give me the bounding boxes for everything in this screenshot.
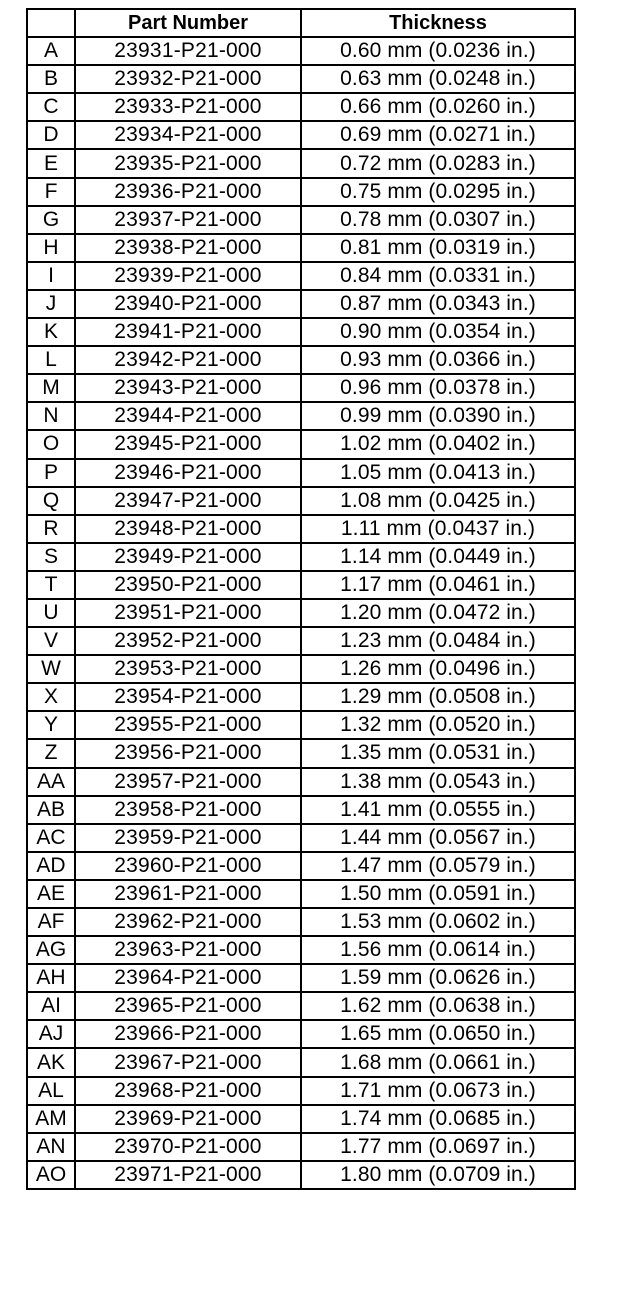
row-letter-cell: A <box>27 37 75 65</box>
table-row <box>27 206 575 234</box>
row-letter-cell: Y <box>27 711 75 739</box>
part-number-cell: 23966-P21-000 <box>75 1020 301 1048</box>
table-row <box>27 1048 575 1076</box>
thickness-cell: 0.99 mm (0.0390 in.) <box>301 402 575 430</box>
thickness-cell: 1.59 mm (0.0626 in.) <box>301 964 575 992</box>
part-number-cell: 23952-P21-000 <box>75 627 301 655</box>
table-row <box>27 346 575 374</box>
thickness-cell: 0.69 mm (0.0271 in.) <box>301 121 575 149</box>
row-letter-cell: AH <box>27 964 75 992</box>
row-letter-cell: J <box>27 290 75 318</box>
thickness-cell: 1.47 mm (0.0579 in.) <box>301 852 575 880</box>
part-number-cell: 23940-P21-000 <box>75 290 301 318</box>
row-letter-cell: AI <box>27 992 75 1020</box>
part-number-cell: 23965-P21-000 <box>75 992 301 1020</box>
row-letter-cell: AD <box>27 852 75 880</box>
table-row <box>27 852 575 880</box>
part-number-cell: 23964-P21-000 <box>75 964 301 992</box>
row-letter-cell: AM <box>27 1105 75 1133</box>
table-row <box>27 1161 575 1189</box>
part-number-cell: 23934-P21-000 <box>75 121 301 149</box>
row-letter-cell: H <box>27 234 75 262</box>
part-number-cell: 23954-P21-000 <box>75 683 301 711</box>
table-row <box>27 936 575 964</box>
row-letter-cell: D <box>27 121 75 149</box>
part-number-cell: 23935-P21-000 <box>75 149 301 177</box>
thickness-cell: 1.38 mm (0.0543 in.) <box>301 768 575 796</box>
row-letter-cell: AL <box>27 1077 75 1105</box>
part-number-cell: 23931-P21-000 <box>75 37 301 65</box>
table-row <box>27 964 575 992</box>
table-row <box>27 711 575 739</box>
row-letter-cell: AB <box>27 796 75 824</box>
thickness-cell: 0.63 mm (0.0248 in.) <box>301 65 575 93</box>
table-row <box>27 430 575 458</box>
table-row <box>27 93 575 121</box>
thickness-cell: 1.23 mm (0.0484 in.) <box>301 627 575 655</box>
thickness-cell: 1.08 mm (0.0425 in.) <box>301 487 575 515</box>
row-letter-cell: AJ <box>27 1020 75 1048</box>
part-number-cell: 23963-P21-000 <box>75 936 301 964</box>
table-row <box>27 262 575 290</box>
thickness-cell: 0.75 mm (0.0295 in.) <box>301 178 575 206</box>
thickness-cell: 0.78 mm (0.0307 in.) <box>301 206 575 234</box>
thickness-cell: 1.29 mm (0.0508 in.) <box>301 683 575 711</box>
row-letter-cell: AG <box>27 936 75 964</box>
table-row <box>27 599 575 627</box>
part-number-cell: 23947-P21-000 <box>75 487 301 515</box>
table-row <box>27 1077 575 1105</box>
part-number-cell: 23961-P21-000 <box>75 880 301 908</box>
part-number-cell: 23945-P21-000 <box>75 430 301 458</box>
row-letter-cell: E <box>27 149 75 177</box>
row-letter-cell: R <box>27 515 75 543</box>
thickness-cell: 0.96 mm (0.0378 in.) <box>301 374 575 402</box>
table-row <box>27 571 575 599</box>
row-letter-cell: AA <box>27 768 75 796</box>
table-row <box>27 796 575 824</box>
table-row <box>27 824 575 852</box>
thickness-cell: 1.20 mm (0.0472 in.) <box>301 599 575 627</box>
part-number-cell: 23933-P21-000 <box>75 93 301 121</box>
part-number-column-header: Part Number <box>75 9 301 37</box>
part-number-cell: 23946-P21-000 <box>75 459 301 487</box>
thickness-cell: 0.90 mm (0.0354 in.) <box>301 318 575 346</box>
part-number-cell: 23969-P21-000 <box>75 1105 301 1133</box>
thickness-cell: 1.50 mm (0.0591 in.) <box>301 880 575 908</box>
letter-column-header <box>27 9 75 37</box>
row-letter-cell: V <box>27 627 75 655</box>
row-letter-cell: W <box>27 655 75 683</box>
thickness-cell: 1.65 mm (0.0650 in.) <box>301 1020 575 1048</box>
table-header-row <box>27 9 575 37</box>
shim-thickness-table <box>26 8 576 1190</box>
row-letter-cell: C <box>27 93 75 121</box>
table-row <box>27 908 575 936</box>
thickness-cell: 1.02 mm (0.0402 in.) <box>301 430 575 458</box>
table-row <box>27 1105 575 1133</box>
part-number-cell: 23967-P21-000 <box>75 1048 301 1076</box>
thickness-cell: 1.74 mm (0.0685 in.) <box>301 1105 575 1133</box>
part-number-cell: 23939-P21-000 <box>75 262 301 290</box>
part-number-cell: 23959-P21-000 <box>75 824 301 852</box>
thickness-cell: 1.32 mm (0.0520 in.) <box>301 711 575 739</box>
thickness-cell: 0.93 mm (0.0366 in.) <box>301 346 575 374</box>
thickness-cell: 1.05 mm (0.0413 in.) <box>301 459 575 487</box>
table-row <box>27 515 575 543</box>
table-row <box>27 739 575 767</box>
table-row <box>27 683 575 711</box>
row-letter-cell: AC <box>27 824 75 852</box>
thickness-cell: 1.53 mm (0.0602 in.) <box>301 908 575 936</box>
row-letter-cell: AO <box>27 1161 75 1189</box>
row-letter-cell: Z <box>27 739 75 767</box>
thickness-cell: 0.72 mm (0.0283 in.) <box>301 149 575 177</box>
row-letter-cell: O <box>27 430 75 458</box>
part-number-cell: 23951-P21-000 <box>75 599 301 627</box>
part-number-cell: 23970-P21-000 <box>75 1133 301 1161</box>
row-letter-cell: B <box>27 65 75 93</box>
thickness-cell: 1.17 mm (0.0461 in.) <box>301 571 575 599</box>
part-number-cell: 23932-P21-000 <box>75 65 301 93</box>
row-letter-cell: AN <box>27 1133 75 1161</box>
thickness-column-header: Thickness <box>301 9 575 37</box>
table-body <box>27 37 575 1189</box>
part-number-cell: 23942-P21-000 <box>75 346 301 374</box>
row-letter-cell: N <box>27 402 75 430</box>
row-letter-cell: G <box>27 206 75 234</box>
thickness-cell: 0.81 mm (0.0319 in.) <box>301 234 575 262</box>
table-row <box>27 402 575 430</box>
table-row <box>27 234 575 262</box>
table-row <box>27 318 575 346</box>
thickness-cell: 0.87 mm (0.0343 in.) <box>301 290 575 318</box>
thickness-cell: 0.60 mm (0.0236 in.) <box>301 37 575 65</box>
thickness-cell: 0.84 mm (0.0331 in.) <box>301 262 575 290</box>
table-row <box>27 487 575 515</box>
table-row <box>27 149 575 177</box>
table-row <box>27 1133 575 1161</box>
thickness-cell: 1.44 mm (0.0567 in.) <box>301 824 575 852</box>
part-number-cell: 23962-P21-000 <box>75 908 301 936</box>
row-letter-cell: AE <box>27 880 75 908</box>
table-row <box>27 880 575 908</box>
table-row <box>27 543 575 571</box>
thickness-cell: 1.56 mm (0.0614 in.) <box>301 936 575 964</box>
part-number-cell: 23948-P21-000 <box>75 515 301 543</box>
table-row <box>27 178 575 206</box>
part-number-cell: 23938-P21-000 <box>75 234 301 262</box>
thickness-cell: 1.26 mm (0.0496 in.) <box>301 655 575 683</box>
row-letter-cell: K <box>27 318 75 346</box>
table-row <box>27 768 575 796</box>
row-letter-cell: F <box>27 178 75 206</box>
part-number-cell: 23960-P21-000 <box>75 852 301 880</box>
table-row <box>27 655 575 683</box>
part-number-cell: 23937-P21-000 <box>75 206 301 234</box>
thickness-cell: 1.68 mm (0.0661 in.) <box>301 1048 575 1076</box>
thickness-cell: 1.71 mm (0.0673 in.) <box>301 1077 575 1105</box>
part-number-cell: 23941-P21-000 <box>75 318 301 346</box>
thickness-cell: 1.41 mm (0.0555 in.) <box>301 796 575 824</box>
table-row <box>27 459 575 487</box>
part-number-cell: 23956-P21-000 <box>75 739 301 767</box>
table-row <box>27 290 575 318</box>
part-number-cell: 23953-P21-000 <box>75 655 301 683</box>
part-number-cell: 23958-P21-000 <box>75 796 301 824</box>
row-letter-cell: M <box>27 374 75 402</box>
part-number-cell: 23971-P21-000 <box>75 1161 301 1189</box>
part-number-cell: 23950-P21-000 <box>75 571 301 599</box>
table-row <box>27 1020 575 1048</box>
row-letter-cell: U <box>27 599 75 627</box>
thickness-cell: 1.35 mm (0.0531 in.) <box>301 739 575 767</box>
row-letter-cell: T <box>27 571 75 599</box>
thickness-table-container <box>26 8 576 1272</box>
part-number-cell: 23944-P21-000 <box>75 402 301 430</box>
row-letter-cell: L <box>27 346 75 374</box>
row-letter-cell: X <box>27 683 75 711</box>
row-letter-cell: P <box>27 459 75 487</box>
thickness-cell: 1.14 mm (0.0449 in.) <box>301 543 575 571</box>
row-letter-cell: S <box>27 543 75 571</box>
part-number-cell: 23957-P21-000 <box>75 768 301 796</box>
part-number-cell: 23936-P21-000 <box>75 178 301 206</box>
row-letter-cell: Q <box>27 487 75 515</box>
table-row <box>27 65 575 93</box>
row-letter-cell: I <box>27 262 75 290</box>
table-row <box>27 121 575 149</box>
thickness-cell: 1.62 mm (0.0638 in.) <box>301 992 575 1020</box>
table-row <box>27 374 575 402</box>
part-number-cell: 23943-P21-000 <box>75 374 301 402</box>
thickness-cell: 1.80 mm (0.0709 in.) <box>301 1161 575 1189</box>
table-row <box>27 37 575 65</box>
row-letter-cell: AK <box>27 1048 75 1076</box>
part-number-cell: 23955-P21-000 <box>75 711 301 739</box>
part-number-cell: 23968-P21-000 <box>75 1077 301 1105</box>
table-row <box>27 992 575 1020</box>
thickness-cell: 1.77 mm (0.0697 in.) <box>301 1133 575 1161</box>
thickness-cell: 1.11 mm (0.0437 in.) <box>301 515 575 543</box>
table-row <box>27 627 575 655</box>
thickness-cell: 0.66 mm (0.0260 in.) <box>301 93 575 121</box>
part-number-cell: 23949-P21-000 <box>75 543 301 571</box>
row-letter-cell: AF <box>27 908 75 936</box>
